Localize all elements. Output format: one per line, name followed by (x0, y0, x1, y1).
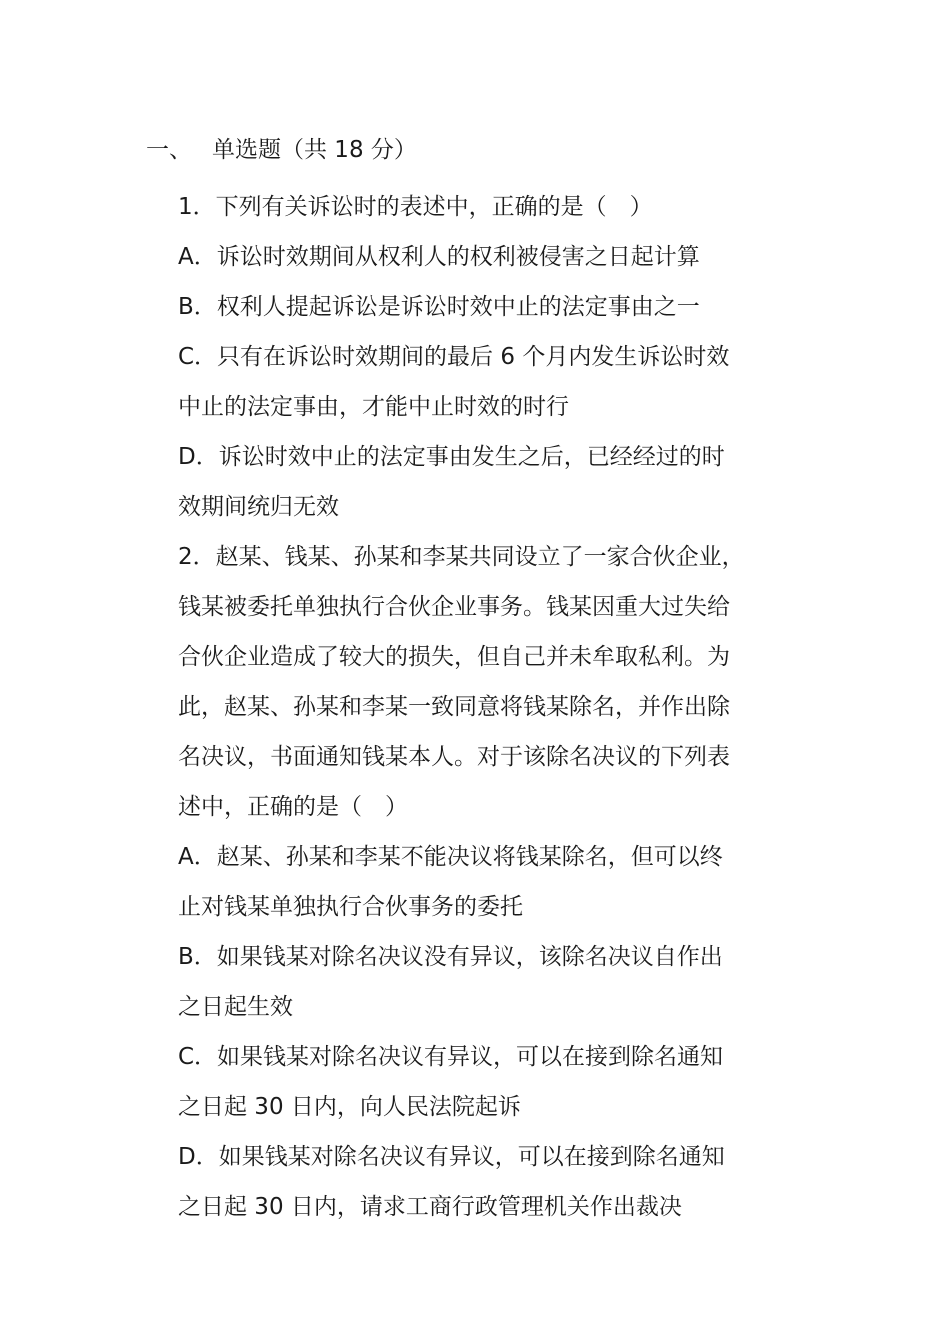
q2-option-d-cont: 之日起 30 日内，请求工商行政管理机关作出裁决 (178, 1194, 682, 1220)
section-title: 单选题（共 18 分） (212, 137, 417, 163)
section-heading (146, 134, 417, 166)
q2-option-c-cont: 之日起 30 日内，向人民法院起诉 (178, 1094, 521, 1120)
q1-option-c-cont: 中止的法定事由，才能中止时效的时行 (178, 394, 569, 420)
q2-option-a: A．赵某、孙某和李某不能决议将钱某除名，但可以终 (178, 844, 723, 870)
q1-option-a: A．诉讼时效期间从权利人的权利被侵害之日起计算 (178, 244, 700, 270)
q2-stem-cont: 名决议，书面通知钱某本人。对于该除名决议的下列表 (178, 744, 730, 770)
question-content (178, 182, 818, 1232)
q2-stem: 2．赵某、钱某、孙某和李某共同设立了一家合伙企业， (178, 544, 745, 570)
q1-option-d: D．诉讼时效中止的法定事由发生之后，已经经过的时 (178, 444, 725, 470)
q2-stem-cont: 合伙企业造成了较大的损失，但自己并未牟取私利。为 (178, 644, 730, 670)
q2-option-b-cont: 之日起生效 (178, 994, 293, 1020)
q2-stem-cont: 此，赵某、孙某和李某一致同意将钱某除名，并作出除 (178, 694, 730, 720)
q2-option-b: B．如果钱某对除名决议没有异议，该除名决议自作出 (178, 944, 723, 970)
section-number: 一、 (146, 137, 192, 163)
q2-stem-cont: 述中，正确的是（ ） (178, 794, 408, 820)
q1-option-d-cont: 效期间统归无效 (178, 494, 339, 520)
q1-option-b: B．权利人提起诉讼是诉讼时效中止的法定事由之一 (178, 294, 700, 320)
q2-option-c: C．如果钱某对除名决议有异议，可以在接到除名通知 (178, 1044, 724, 1070)
q2-option-d: D．如果钱某对除名决议有异议，可以在接到除名通知 (178, 1144, 725, 1170)
q1-option-c: C．只有在诉讼时效期间的最后 6 个月内发生诉讼时效 (178, 344, 730, 370)
q2-stem-cont: 钱某被委托单独执行合伙企业事务。钱某因重大过失给 (178, 594, 730, 620)
q2-option-a-cont: 止对钱某单独执行合伙事务的委托 (178, 894, 523, 920)
q1-stem: 1．下列有关诉讼时的表述中，正确的是（ ） (178, 194, 653, 220)
